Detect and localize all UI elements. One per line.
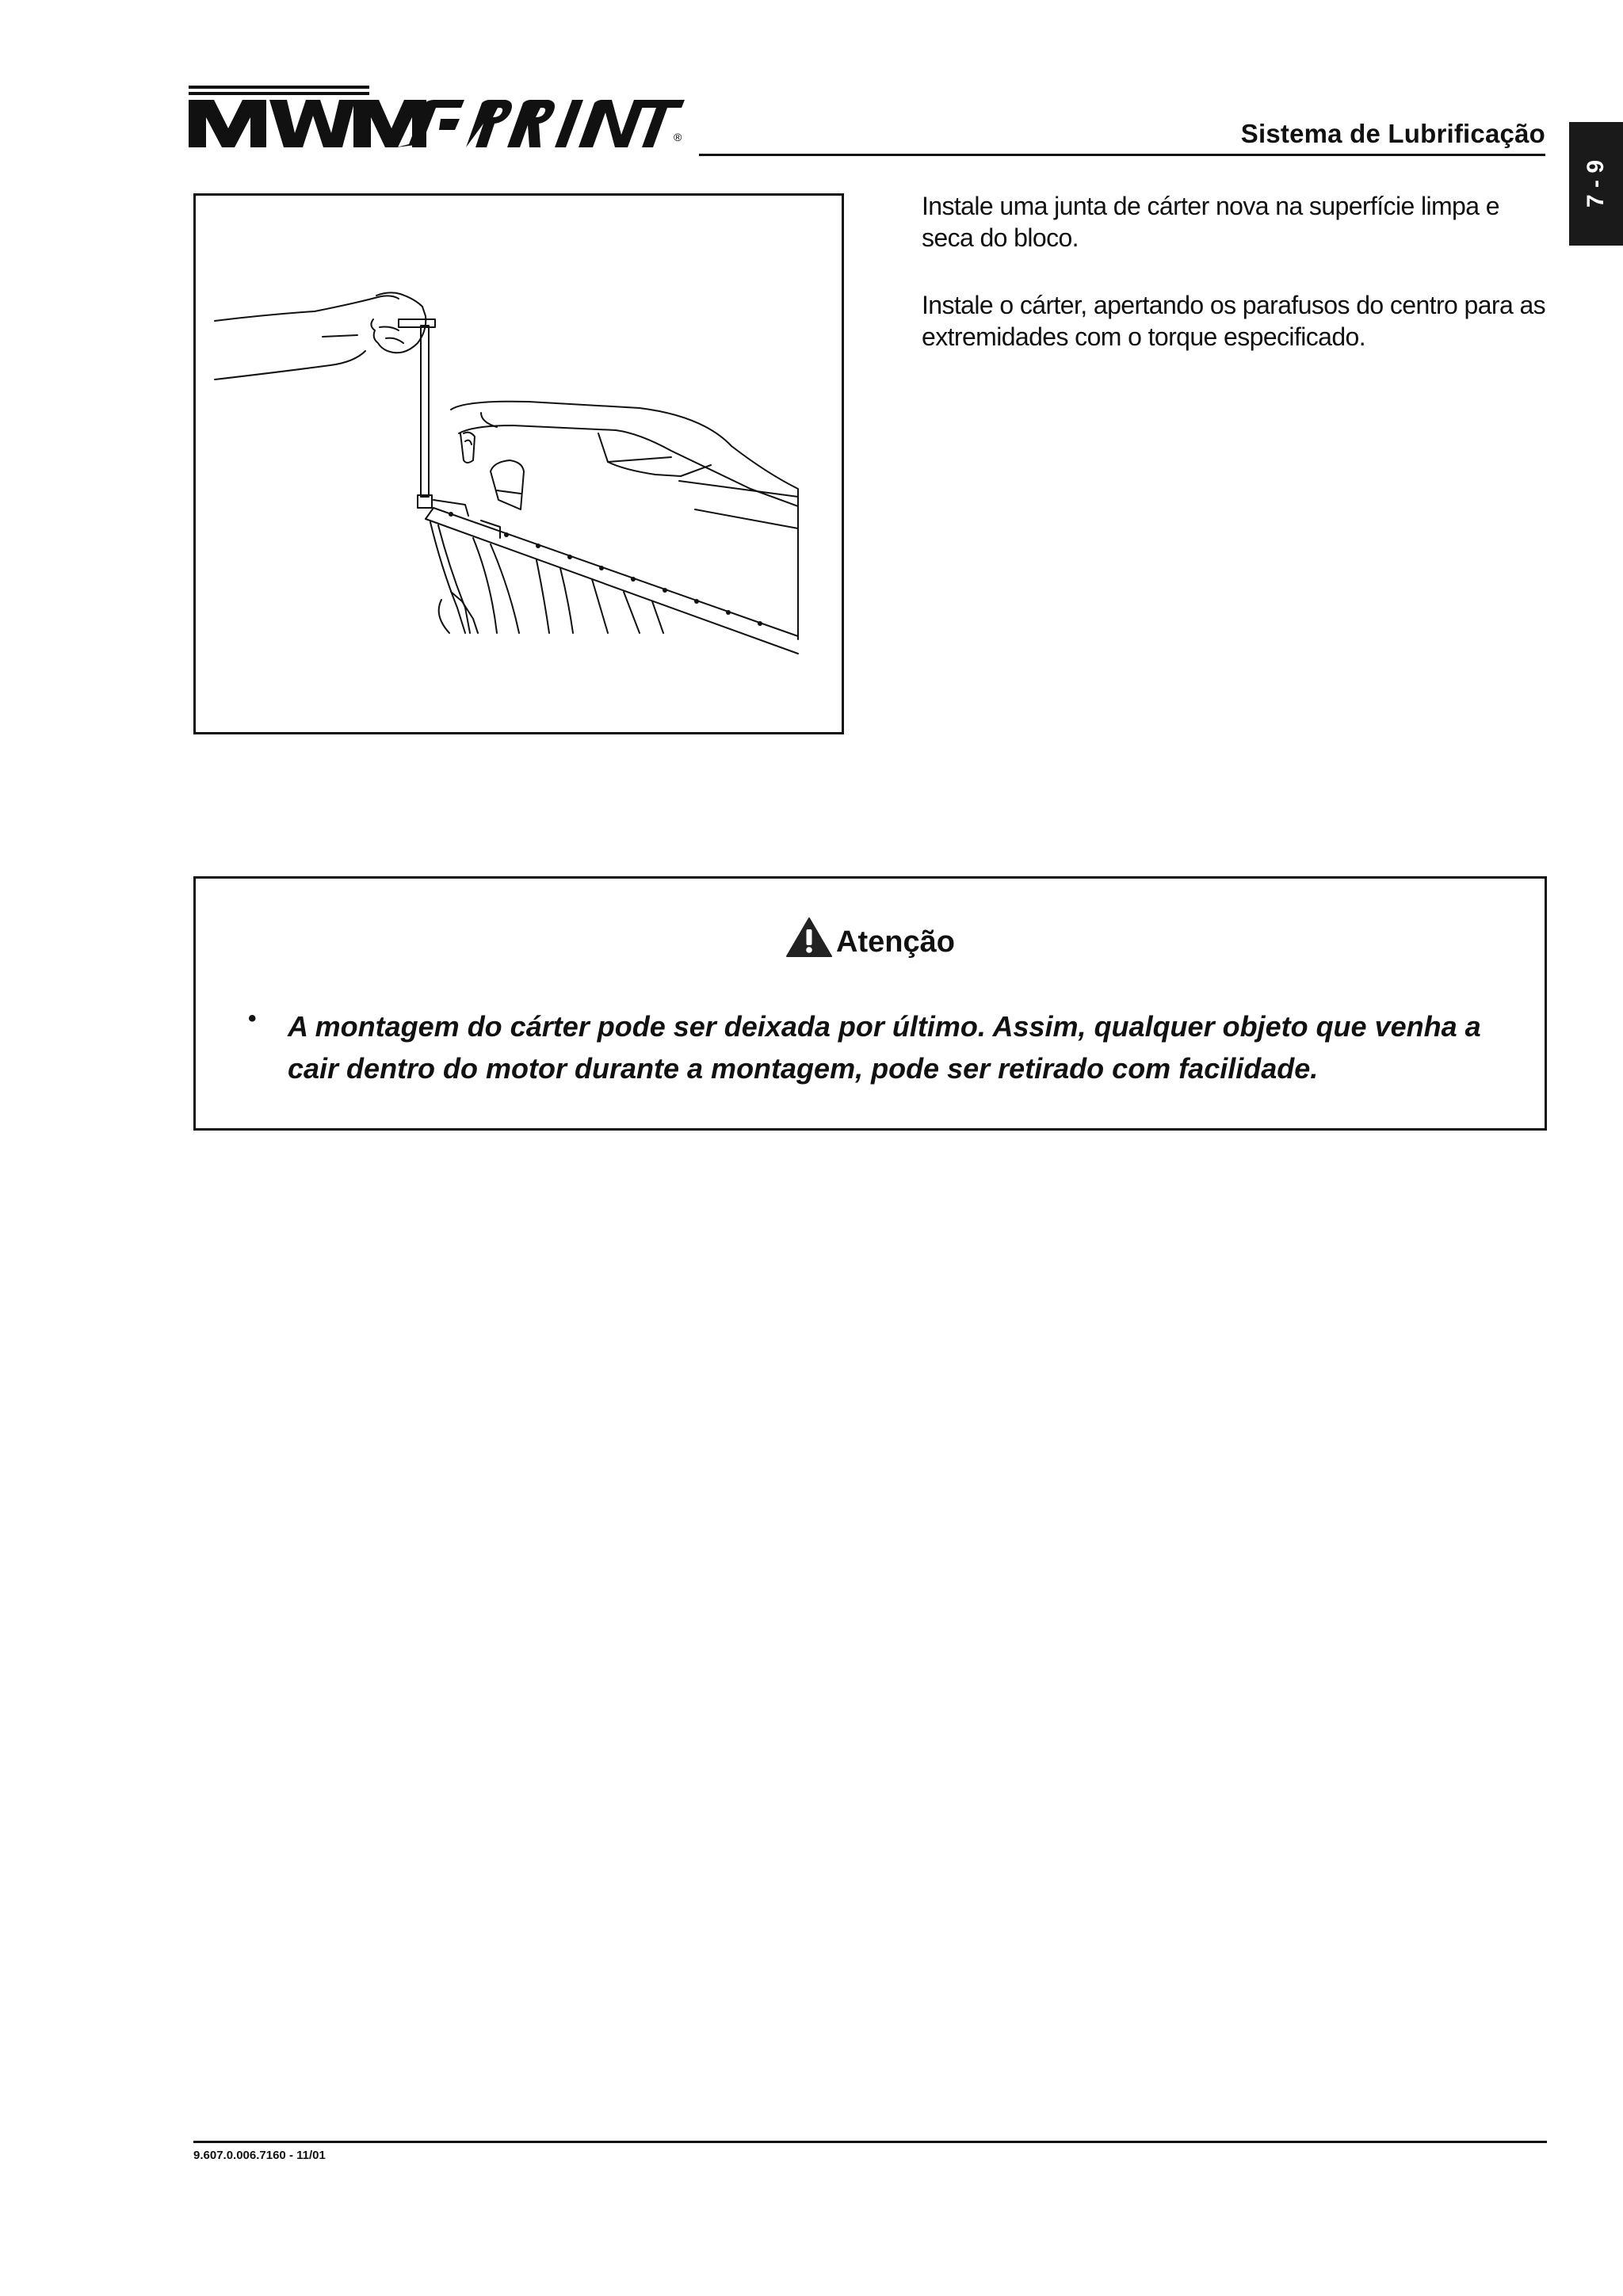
instruction-step-1: Instale uma junta de cárter nova na superfície limpa e seca do bloco. (922, 192, 1499, 252)
warning-text: A montagem do cárter pode ser deixada por último. Assim, qualquer objeto que venha a cair dentro do motor durante a montagem, pode ser retirado com facilidade. (288, 1010, 1481, 1085)
wrench-handle (399, 319, 435, 327)
warning-heading (196, 917, 1545, 959)
header-rule (699, 154, 1545, 156)
oil-pan-outline (451, 402, 798, 639)
warning-bullet: • (248, 1005, 257, 1032)
document-code: 9.607.0.006.7160 - 11/01 (193, 2149, 326, 2162)
page-number-tab (1569, 122, 1623, 246)
footer-rule (193, 2141, 1547, 2143)
mwm-sprint-logo (187, 81, 694, 157)
registered-mark: ® (674, 131, 682, 143)
engine-block-tower (491, 460, 524, 509)
warning-title: Atenção (836, 925, 955, 959)
figure-oil-pan-installation (193, 193, 844, 734)
page-number: 7 - 9 (1583, 159, 1609, 208)
arm-outline (215, 296, 399, 321)
pan-flange (433, 508, 798, 636)
oil-pan-illustration (196, 196, 842, 732)
wrench-shaft (421, 326, 429, 497)
warning-triangle-icon (785, 917, 833, 958)
instruction-step-2: Instale o cárter, apertando os parafusos do centro para as extremidades com o torque especificado. (922, 291, 1546, 351)
section-title: Sistema de Lubrificação (1240, 119, 1545, 148)
warning-box (193, 876, 1547, 1131)
